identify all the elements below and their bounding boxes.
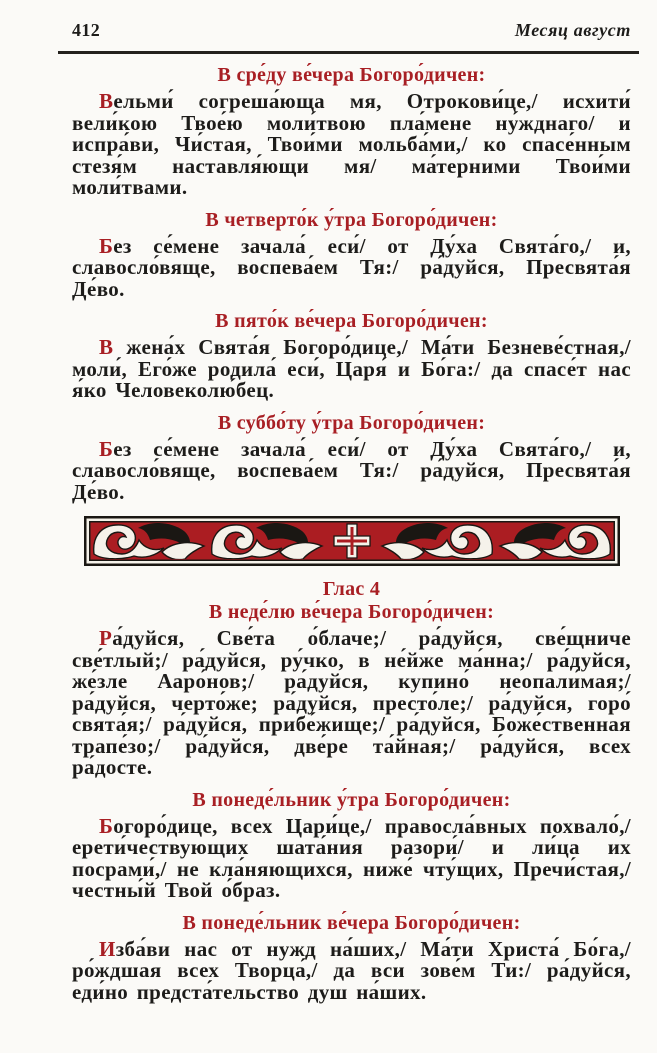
hymn-text bbox=[72, 337, 631, 402]
initial-letter: Б bbox=[99, 436, 114, 461]
hymn-section-monday-matins bbox=[72, 789, 631, 902]
page-header bbox=[72, 20, 631, 40]
rubric-heading: В сре́ду ве́чера Богоро́дичен: bbox=[217, 64, 486, 86]
hymn-body-text: жена́х Свята́я Богоро́дице,/ Ма́ти Безневе́стная,/ моли́, Его́же родила́ еси́, Царя́ и Бо́га:/ да спасе́т нас я́ко Человеколю́бец. bbox=[72, 335, 631, 402]
initial-letter: В bbox=[99, 335, 114, 359]
page-number: 412 bbox=[72, 20, 101, 40]
foliate-ornament-image bbox=[84, 516, 620, 566]
hymn-body-text: ельми́ согреша́юща мя, Отрокови́це,/ исхити́ вели́кою Твое́ю моли́твою пла́мене ну́жднаго/ и испра́ви, Чи́стая, Твои́ми мольба́ми,/ ко спасе́нным стезя́м наставля́ющи мя/ ма́терними Твои́ми моли́твами. bbox=[72, 89, 631, 199]
hymn-text bbox=[72, 233, 631, 301]
initial-letter: Б bbox=[99, 233, 114, 258]
hymn-body-text: ез се́мене зачала́ еси́/ от Ду́ха Свята́го,/ и, славосло́вяще, воспева́ем Тя:/ ра́дуйся, Пресвята́я Де́во. bbox=[72, 233, 631, 301]
hymn-body-text: зба́ви нас от нужд на́ших,/ Ма́ти Христа́ Бо́га,/ ро́ждшая всех Творца́,/ да вси зове́м Ти:/ ра́дуйся, еди́но предста́тельство душ на́ших. bbox=[72, 936, 631, 1004]
hymn-section-monday-evening bbox=[72, 912, 631, 1004]
hymn-text bbox=[72, 91, 631, 199]
hymn-text bbox=[72, 936, 631, 1004]
rubric-heading: В суббо́ту у́тра Богоро́дичен: bbox=[217, 411, 486, 434]
hymn-text bbox=[72, 436, 631, 504]
rubric-heading: В четверто́к у́тра Богоро́дичен: bbox=[205, 208, 498, 231]
hymn-section-sunday-evening bbox=[72, 601, 631, 779]
header-rule bbox=[58, 51, 639, 54]
hymn-body-text: огоро́дице, всех Цари́це,/ правосла́вных похвало́,/ ерети́чествующих шата́ния разори́/ и ли́ца их посрами́,/ не кла́няющихся, ниже́ чту́щих, Пречи́стая,/ честны́й Твой о́браз. bbox=[72, 813, 631, 902]
initial-letter: В bbox=[99, 89, 114, 113]
rubric-heading: В понеде́льник у́тра Богоро́дичен: bbox=[192, 788, 511, 811]
initial-letter: И bbox=[99, 936, 116, 961]
rubric-heading: В пято́к ве́чера Богоро́дичен: bbox=[215, 310, 488, 332]
hymn-section-friday-evening bbox=[72, 310, 631, 402]
hymn-text bbox=[72, 813, 631, 902]
rubric-heading: В понеде́льник ве́чера Богоро́дичен: bbox=[182, 911, 521, 934]
hymn-section-thursday-matins bbox=[72, 209, 631, 301]
hymn-section-wednesday-evening bbox=[72, 64, 631, 199]
rubric-heading: В неде́лю ве́чера Богоро́дичен: bbox=[208, 601, 495, 623]
hymn-text bbox=[72, 628, 631, 779]
hymn-body-text: ез се́мене зачала́ еси́/ от Ду́ха Свята́го,/ и, славосло́вяще, воспева́ем Тя:/ ра́дуйся, Пресвята́я Де́во. bbox=[72, 436, 631, 504]
running-title: Месяц август bbox=[514, 20, 631, 40]
initial-letter: Р bbox=[99, 626, 113, 650]
hymn-body-text: а́дуйся, Све́та о́блаче;/ ра́дуйся, све́щниче све́тлый;/ ра́дуйся, ру́чко, в не́йже ма́нна;/ ра́дуйся, же́зле Ааро́нов;/ ра́дуйся, купино́ неопали́мая;/ ра́дуйся, черто́же; ра́дуйся, престо́ле;/ ра́дуйся, горо́ свята́я;/ ра́дуйся, прибе́жище;/ ра́дуйся, Боже́ственная трапе́зо;/ ра́дуйся, две́ре та́йная;/ ра́дуйся, всех ра́досте. bbox=[72, 626, 631, 779]
initial-letter: Б bbox=[99, 813, 114, 838]
hymn-section-saturday-matins bbox=[72, 412, 631, 504]
ornament-band bbox=[72, 516, 631, 566]
voice-label: Глас 4 bbox=[322, 578, 381, 600]
